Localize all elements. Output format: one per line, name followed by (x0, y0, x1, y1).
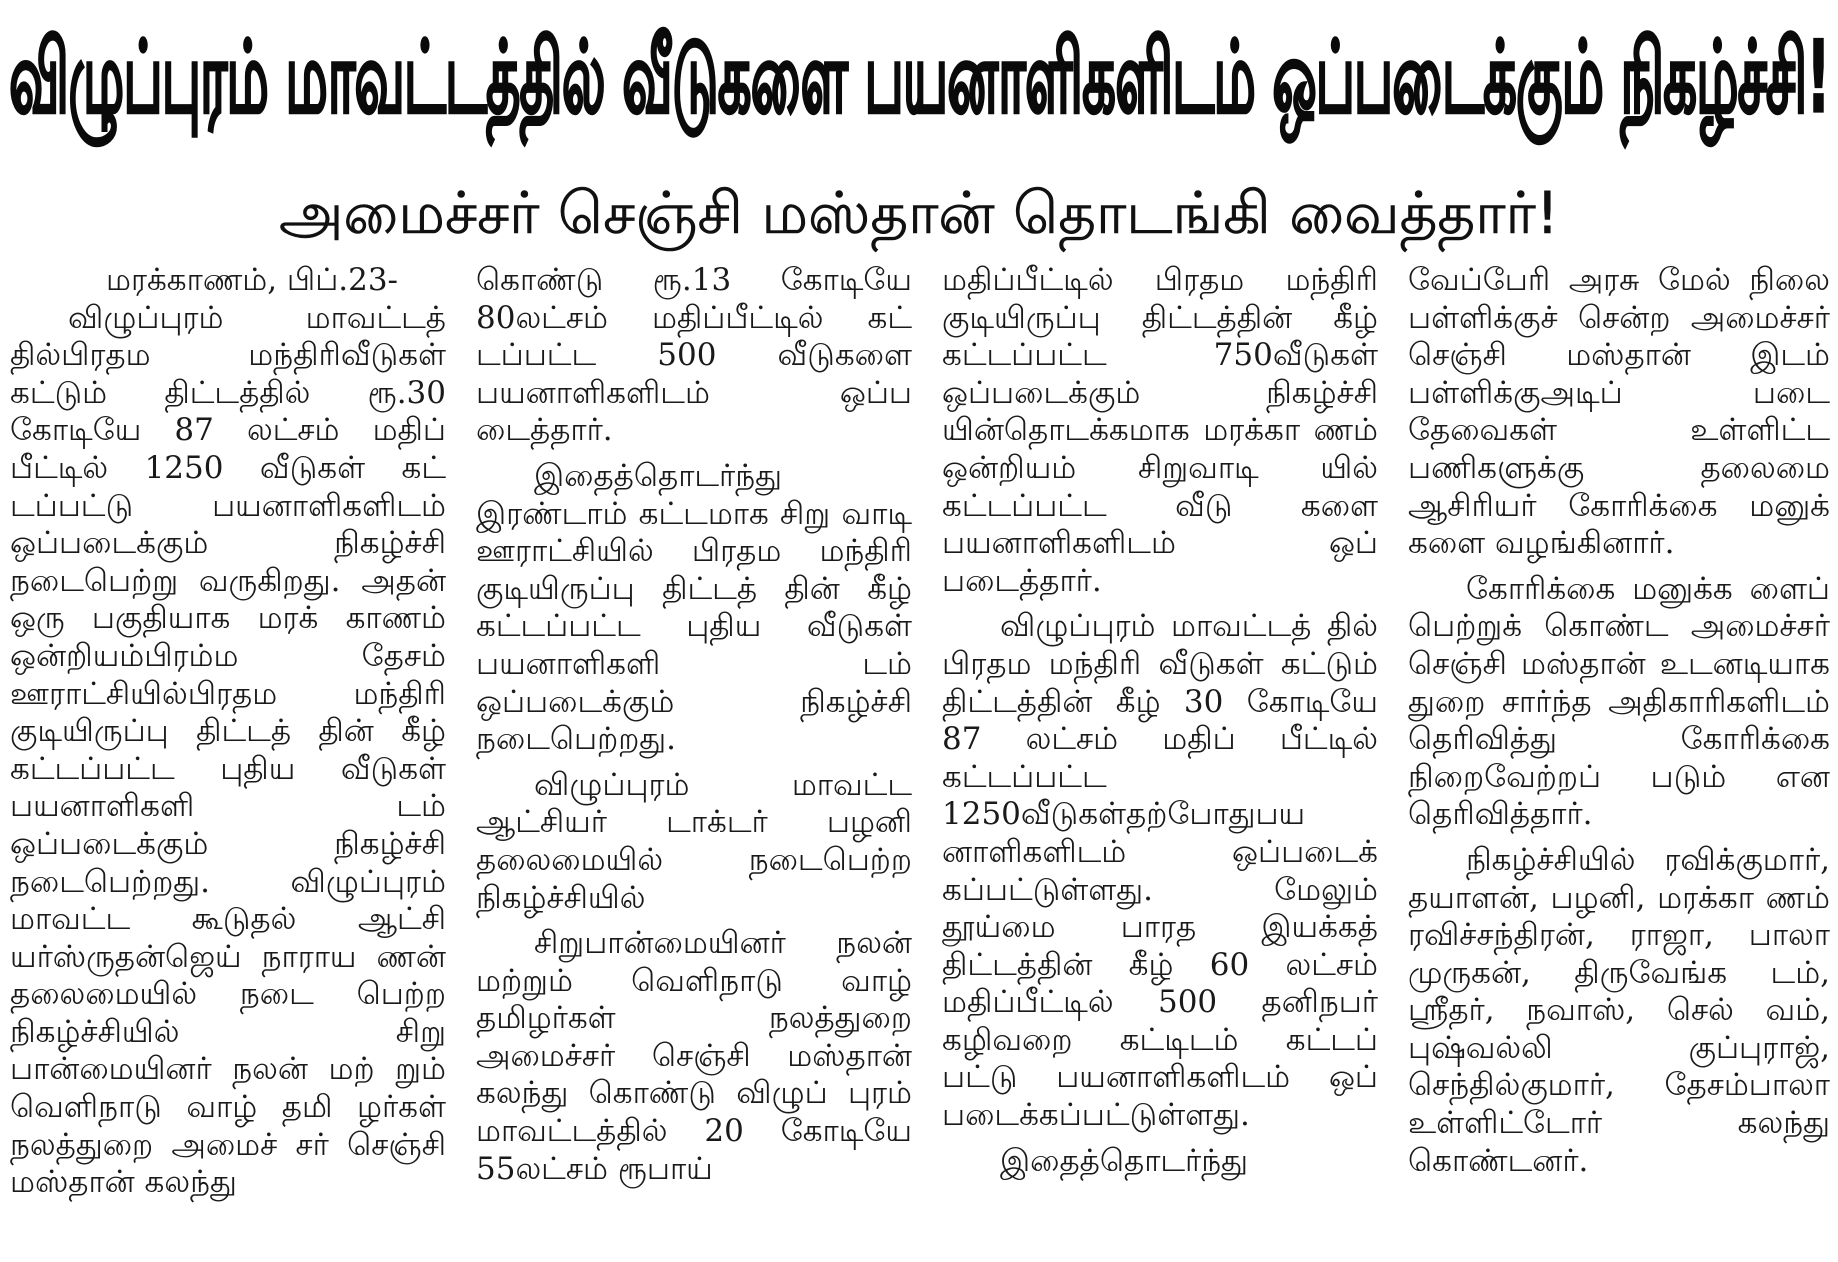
article-column-4 (1408, 262, 1830, 1257)
article-column-2 (476, 262, 912, 1257)
paragraph: கொண்டு ரூ.13 கோடியே 80லட்சம் மதிப்பீட்டில் கட் டப்பட்ட 500 வீடுகளை பயனாளிகளிடம் ஒப்ப டைத்தார். (476, 262, 912, 449)
paragraph: நிகழ்ச்சியில் ரவிக்குமார், தயாளன், பழனி, மரக்கா ணம் ரவிச்சந்திரன், ராஜா, பாலா முருகன், திருவேங்க டம், ஸ்ரீதர், நவாஸ், செல் வம், புஷ்வல்லி குப்புராஜ், செந்தில்குமார், தேசம்பாலா உள்ளிட்டோர் கலந்து கொண்டனர். (1408, 841, 1830, 1179)
paragraph: இதைத்தொடர்ந்து இரண்டாம் கட்டமாக சிறு வாடி ஊராட்சியில் பிரதம மந்திரி குடியிருப்பு திட்டத் தின் கீழ் கட்டப்பட்ட புதிய வீடுகள் பயனாளிகளி டம் ஒப்படைக்கும் நிகழ்ச்சி நடைபெற்றது. (476, 457, 912, 758)
paragraph: விழுப்புரம் மாவட்டத் தில் பிரதம மந்திரி வீடுகள் கட்டும் திட்டத்தின் கீழ் 30 கோடியே 87 லட்சம் மதிப் பீட்டில் கட்டப்பட்ட 1250வீடுகள்தற்போதுபய னாளிகளிடம் ஒப்படைக் கப்பட்டுள்ளது. மேலும் தூய்மை பாரத இயக்கத் திட்டத்தின் கீழ் 60 லட்சம் மதிப்பீட்டில் 500 தனிநபர் கழிவறை கட்டிடம் கட்டப் பட்டு பயனாளிகளிடம் ஒப் படைக்கப்பட்டுள்ளது. (942, 608, 1378, 1134)
paragraph: மதிப்பீட்டில் பிரதம மந்திரி குடியிருப்பு திட்டத்தின் கீழ் கட்டப்பட்ட 750வீடுகள் ஒப்படைக்கும் நிகழ்ச்சி யின்தொடக்கமாக மரக்கா ணம் ஒன்றியம் சிறுவாடி யில் கட்டப்பட்ட வீடு களை பயனாளிகளிடம் ஒப் படைத்தார். (942, 262, 1378, 599)
paragraph: இதைத்தொடர்ந்து (1000, 1142, 1249, 1179)
paragraph: கோரிக்கை மனுக்க ளைப் பெற்றுக் கொண்ட அமைச்சர் செஞ்சி மஸ்தான் உடனடியாக துறை சார்ந்த அதிகாரிகளிடம் தெரிவித்து கோரிக்கை நிறைவேற்றப் படும் என தெரிவித்தார். (1408, 570, 1830, 833)
headline (0, 0, 1838, 170)
article-column-3 (942, 262, 1378, 1257)
paragraph: விழுப்புரம் மாவட்டத் தில்பிரதம மந்திரிவீடுகள் கட்டும் திட்டத்தில் ரூ.30 கோடியே 87 லட்சம் மதிப் பீட்டில் 1250 வீடுகள் கட் டப்பட்டு பயனாளிகளிடம் ஒப்படைக்கும் நிகழ்ச்சி நடைபெற்று வருகிறது. அதன் ஒரு பகுதியாக மரக் காணம் ஒன்றியம்பிரம்ம தேசம் ஊராட்சியில்பிரதம மந்திரி குடியிருப்பு திட்டத் தின் கீழ் கட்டப்பட்ட புதிய வீடுகள் பயனாளிகளி டம் ஒப்படைக்கும் நிகழ்ச்சி நடைபெற்றது. விழுப்புரம் மாவட்ட கூடுதல் ஆட்சி யர்ஸ்ருதன்ஜெய் நாராய ணன் தலைமையில் நடை பெற்ற நிகழ்ச்சியில் சிறு பான்மையினர் நலன் மற் றும் வெளிநாடு வாழ் தமி ழர்கள் நலத்துறை அமைச் சர் செஞ்சி மஸ்தான் கலந்து (10, 299, 446, 1201)
paragraph: சிறுபான்மையினர் நலன் மற்றும் வெளிநாடு வாழ் தமிழர்கள் நலத்துறை அமைச்சர் செஞ்சி மஸ்தான் கலந்து கொண்டு விழுப் புரம் மாவட்டத்தில் 20 கோடியே 55லட்சம் ரூபாய் (476, 925, 912, 1187)
paragraph: வேப்பேரி அரசு மேல் நிலை பள்ளிக்குச் சென்ற அமைச்சர் செஞ்சி மஸ்தான் இடம் பள்ளிக்குஅடிப் படை தேவைகள் உள்ளிட்ட பணிகளுக்கு தலைமை ஆசிரியர் கோரிக்கை மனுக் களை வழங்கினார். (1408, 262, 1830, 562)
subheadline (0, 172, 1838, 262)
article-body (10, 262, 1830, 1257)
article-column-1 (10, 262, 446, 1257)
subheadline-text: அமைச்சர் செஞ்சி மஸ்தான் தொடங்கி வைத்தார்! (278, 179, 1560, 247)
paragraph: விழுப்புரம் மாவட்ட ஆட்சியர் டாக்டர் பழனி தலைமையில் நடைபெற்ற நிகழ்ச்சியில் (476, 766, 912, 916)
headline-text: விழுப்புரம் மாவட்டத்தில் வீடுகளை பயனாளிகளிடம் ஒப்படைக்கும் நிகழ்ச்சி! (8, 21, 1830, 137)
dateline: மரக்காணம், பிப்.23- (106, 262, 399, 298)
